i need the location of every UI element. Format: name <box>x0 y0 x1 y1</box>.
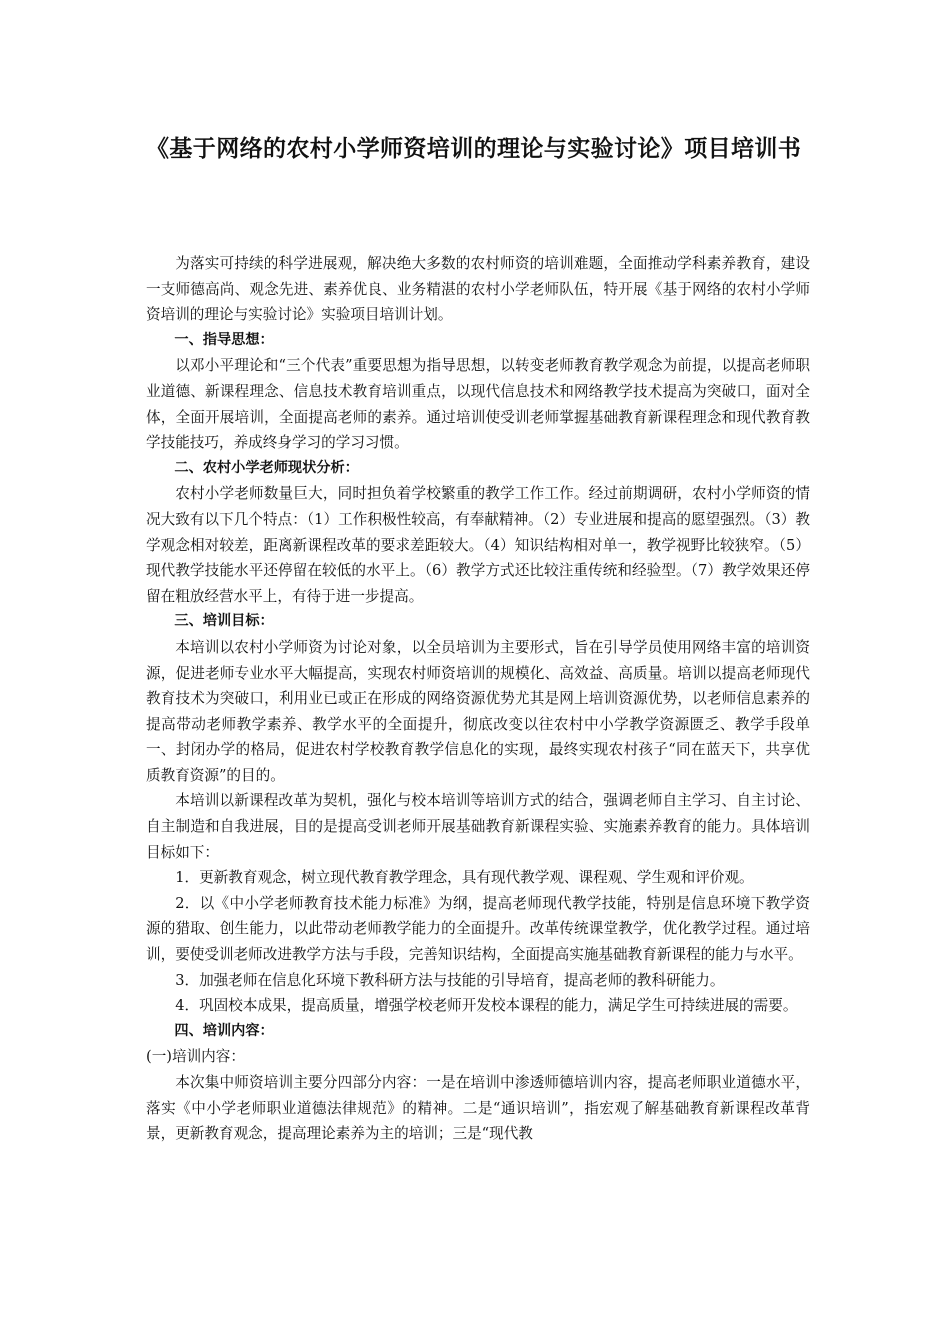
section-heading-status-analysis: 二、农村小学老师现状分析： <box>174 459 359 476</box>
section-paragraph: 本培训以新课程改革为契机，强化与校本培训等培训方式的结合，强调老师自主学习、自主讨论、自主制造和自我进展，目的是提高受训老师开展基础教育新课程实验、实施素养教育的能力。具体培训目标如下： <box>146 792 810 861</box>
document-title: 《基于网络的农村小学师资培训的理论与实验讨论》项目培训书 <box>146 136 802 162</box>
section-paragraph: 本次集中师资培训主要分四部分内容：一是在培训中渗透师德培训内容，提高老师职业道德水平，落实《中小学老师职业道德法律规范》的精神。二是“通识培训”，指宏观了解基础教育新课程改革背景，更新教育观念，提高理论素养为主的培训；三是“现代教 <box>146 1074 810 1143</box>
section-paragraph: 农村小学老师数量巨大，同时担负着学校繁重的教学工作工作。经过前期调研，农村小学师资的情况大致有以下几个特点：（1）工作积极性较高，有奉献精神。（2）专业进展和提高的愿望强烈。（3）教学观念相对较差，距离新课程改革的要求差距较大。（4）知识结构相对单一，教学视野比较狭窄。（5）现代教学技能水平还停留在较低的水平上。（6）教学方式还比较注重传统和经验型。（7）教学效果还停留在粗放经营水平上，有待于进一步提高。 <box>146 485 810 605</box>
goal-item-3: 3．加强老师在信息化环境下教科研方法与技能的引导培育，提高老师的教科研能力。 <box>175 971 725 989</box>
section-heading-training-goals: 三、培训目标： <box>174 613 274 630</box>
section-heading-guiding-ideology: 一、指导思想： <box>174 331 274 348</box>
document-body <box>146 251 810 1147</box>
goal-item-1: 1．更新教育观念，树立现代教育教学理念，具有现代教学观、课程观、学生观和评价观。 <box>175 869 754 887</box>
section-paragraph: 以邓小平理论和“三个代表”重要思想为指导思想，以转变老师教育教学观念为前提，以提高老师职业道德、新课程理念、信息技术教育培训重点，以现代信息技术和网络教学技术提高为突破口，面对全体，全面开展培训，全面提高老师的素养。通过培训使受训老师掌握基础教育新课程理念和现代教育教学技能技巧，养成终身学习的学习习惯。 <box>146 357 810 452</box>
section-heading-training-content: 四、培训内容： <box>174 1022 274 1039</box>
intro-paragraph: 为落实可持续的科学进展观，解决绝大多数的农村师资的培训难题，全面推动学科素养教育，建设一支师德高尚、观念先进、素养优良、业务精湛的农村小学老师队伍，特开展《基于网络的农村小学师资培训的理论与实验讨论》实验项目培训计划。 <box>146 255 810 324</box>
section-paragraph: 本培训以农村小学师资为讨论对象，以全员培训为主要形式，旨在引导学员使用网络丰富的培训资源，促进老师专业水平大幅提高，实现农村师资培训的规模化、高效益、高质量。培训以提高老师现代教育技术为突破口，利用业已或正在形成的网络资源优势尤其是网上培训资源优势，以老师信息素养的提高带动老师教学素养、教学水平的全面提升，彻底改变以往农村中小学教学资源匮乏、教学手段单一、封闭办学的格局，促进农村学校教育教学信息化的实现，最终实现农村孩子“同在蓝天下，共享优质教育资源”的目的。 <box>146 638 810 784</box>
goal-item-4: 4．巩固校本成果，提高质量，增强学校老师开发校本课程的能力，满足学生可持续进展的需要。 <box>175 997 798 1015</box>
subsection-heading: (一)培训内容： <box>146 1048 245 1066</box>
goal-item-2: 2．以《中小学老师教育技术能力标准》为纲，提高老师现代教学技能，特别是信息环境下教学资源的猎取、创生能力，以此带动老师教学能力的全面提升。改革传统课堂教学，优化教学过程。通过培训，要使受训老师改进教学方法与手段，完善知识结构，全面提高实施基础教育新课程的能力与水平。 <box>146 894 810 964</box>
